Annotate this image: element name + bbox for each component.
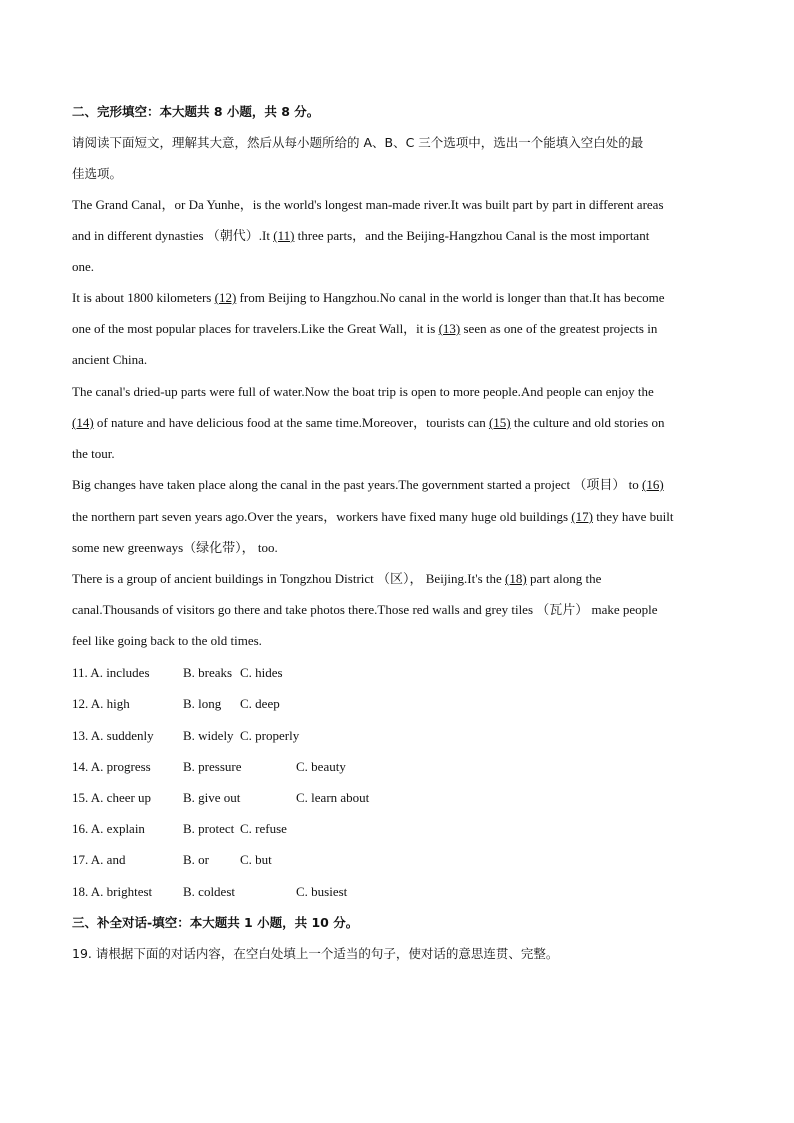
passage-text: one of the most popular places for travelers.Like the Great Wall，it is	[72, 321, 439, 336]
passage-p5-line-3: feel like going back to the old times.	[72, 633, 262, 648]
option-c: C. deep	[240, 696, 280, 711]
instructions-line-1: 请阅读下面短文，理解其大意，然后从每小题所给的 A、B、C 三个选项中，选出一个能填入空白处的最	[72, 135, 644, 150]
blank-11: (11)	[273, 228, 295, 243]
blank-15: (15)	[488, 415, 511, 430]
section-2-title: 二、完形填空：本大题共 8 小题，共 8 分。	[72, 104, 320, 119]
passage-text: they have built	[592, 509, 674, 524]
passage-p1-line-2	[72, 228, 722, 244]
option-a: 18. A. brightest	[72, 884, 153, 899]
option-c: C. beauty	[296, 759, 346, 774]
passage-p4-line-3: some new greenways（绿化带）， too.	[72, 540, 278, 555]
option-c: C. learn about	[296, 790, 370, 805]
option-a: 15. A. cheer up	[72, 790, 152, 805]
option-a: 17. A. and	[72, 852, 126, 867]
passage-text: from Beijing to Hangzhou.No canal in the world is longer than that.It has become	[236, 290, 665, 305]
passage-p3-line-1: The canal's dried-up parts were full of water.Now the boat trip is open to more people.And people can enjoy the	[72, 384, 654, 399]
passage-p5-line-2: canal.Thousands of visitors go there and take photos there.Those red walls and grey tiles （瓦片） make people	[72, 602, 658, 617]
option-a: 12. A. high	[72, 696, 130, 711]
passage-p4-line-1	[72, 477, 722, 493]
option-a: 11. A. includes	[72, 665, 150, 680]
blank-12: (12)	[214, 290, 237, 305]
option-b: B. pressure	[183, 759, 242, 774]
option-c: C. refuse	[240, 821, 287, 836]
passage-p4-line-2	[72, 509, 722, 525]
blank-17: (17)	[571, 509, 593, 524]
option-c: C. hides	[240, 665, 283, 680]
passage-text: part along the	[526, 571, 602, 586]
passage-p2-line-1	[72, 290, 722, 306]
passage-p3-line-3: the tour.	[72, 446, 115, 461]
option-b: B. protect	[183, 821, 235, 836]
section-3-title: 三、补全对话-填空：本大题共 1 小题，共 10 分。	[72, 915, 359, 930]
passage-p2-line-2	[72, 321, 722, 337]
blank-14: (14)	[72, 415, 94, 430]
passage-text: There is a group of ancient buildings in Tongzhou District （区）， Beijing.It's the	[72, 571, 506, 586]
option-c: C. but	[240, 852, 272, 867]
passage-text: the northern part seven years ago.Over the years，workers have fixed many huge old buildings	[72, 509, 572, 524]
option-a: 13. A. suddenly	[72, 728, 154, 743]
passage-text: Big changes have taken place along the canal in the past years.The government started a project （项目） to	[72, 477, 642, 492]
passage-p1-line-1: The Grand Canal，or Da Yunhe，is the world's longest man-made river.It was built part by part in different areas	[72, 197, 664, 212]
instructions-line-2: 佳选项。	[72, 166, 123, 181]
passage-p3-line-2	[72, 415, 722, 431]
option-b: B. breaks	[183, 665, 233, 680]
passage-text: three parts，and the Beijing-Hangzhou Canal is the most important	[294, 228, 650, 243]
passage-text: and in different dynasties （朝代）.It	[72, 228, 274, 243]
passage-text: the culture and old stories on	[510, 415, 665, 430]
option-b: B. widely	[183, 728, 234, 743]
option-b: B. give out	[183, 790, 241, 805]
passage-text: It is about 1800 kilometers	[72, 290, 215, 305]
passage-p5-line-1	[72, 571, 722, 587]
option-a: 14. A. progress	[72, 759, 151, 774]
passage-p2-line-3: ancient China.	[72, 352, 148, 367]
option-a: 16. A. explain	[72, 821, 145, 836]
passage-text: seen as one of the greatest projects in	[460, 321, 658, 336]
option-c: C. properly	[240, 728, 300, 743]
option-b: B. long	[183, 696, 222, 711]
option-b: B. coldest	[183, 884, 235, 899]
blank-16: (16)	[642, 477, 664, 492]
passage-text: of nature and have delicious food at the same time.Moreover，tourists can	[93, 415, 489, 430]
option-b: B. or	[183, 852, 209, 867]
blank-13: (13)	[438, 321, 461, 336]
option-c: C. busiest	[296, 884, 348, 899]
blank-18: (18)	[505, 571, 527, 586]
passage-p1-line-3: one.	[72, 259, 95, 274]
question-19-prompt: 19. 请根据下面的对话内容，在空白处填上一个适当的句子，使对话的意思连贯、完整。	[72, 946, 559, 961]
